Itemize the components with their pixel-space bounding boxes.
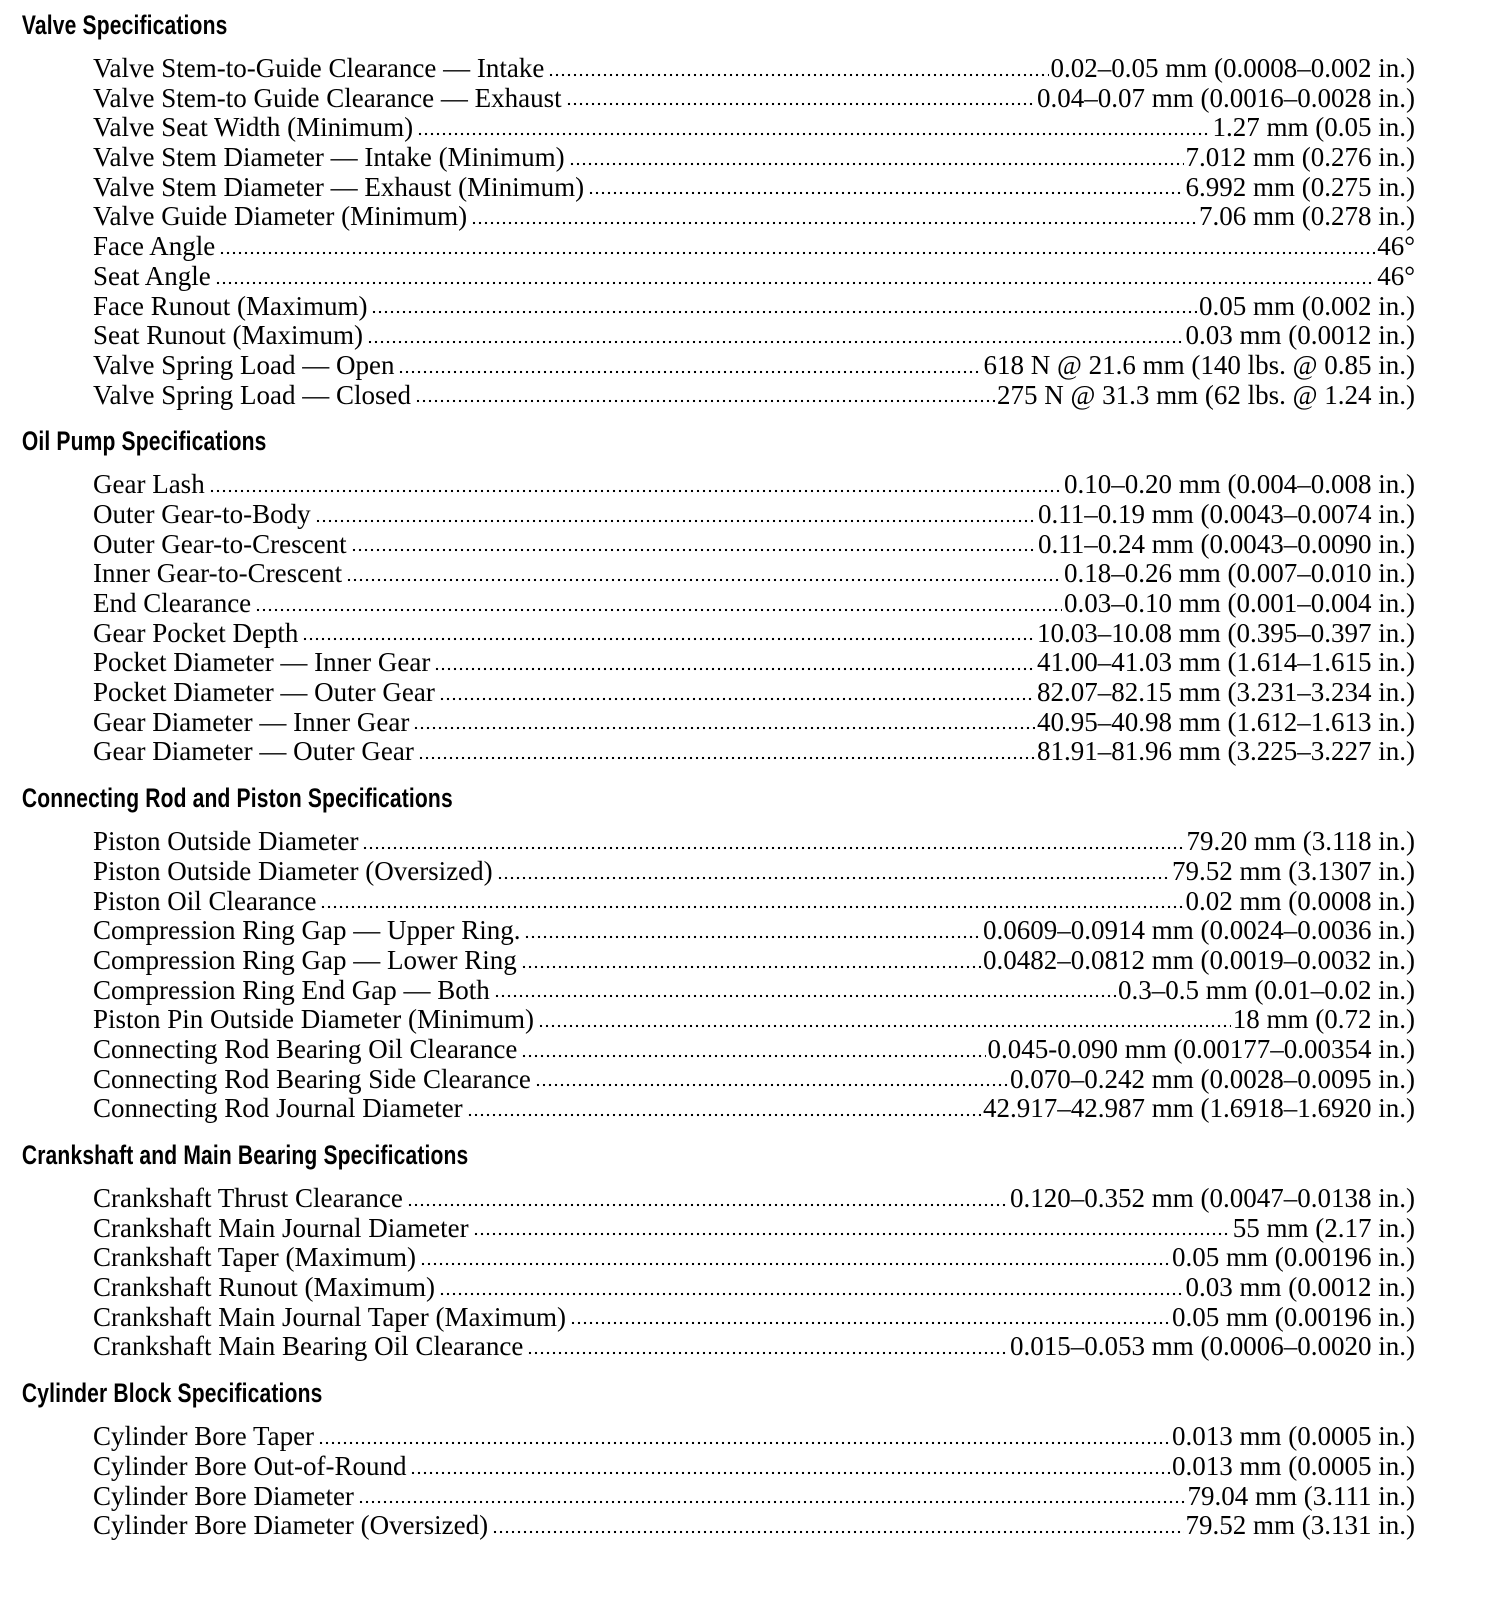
spec-label: Compression Ring Gap — Upper Ring. bbox=[93, 915, 521, 946]
dot-leader bbox=[346, 578, 1062, 582]
spec-value: 0.05 mm (0.00196 in.) bbox=[1172, 1242, 1415, 1273]
spec-row bbox=[93, 1184, 1415, 1214]
spec-row bbox=[93, 1005, 1415, 1035]
spec-row bbox=[93, 1094, 1415, 1124]
spec-value: 0.070–0.242 mm (0.0028–0.0095 in.) bbox=[1010, 1063, 1415, 1094]
dot-leader bbox=[439, 1292, 1184, 1296]
dot-leader bbox=[302, 637, 1035, 641]
spec-row bbox=[93, 589, 1415, 619]
spec-label: Valve Spring Load — Closed bbox=[93, 379, 411, 410]
spec-value: 1.27 mm (0.05 in.) bbox=[1212, 112, 1415, 143]
spec-row bbox=[93, 202, 1415, 232]
section-heading: Oil Pump Specifications bbox=[21, 426, 267, 457]
spec-value: 0.05 mm (0.002 in.) bbox=[1199, 290, 1415, 321]
dot-leader bbox=[371, 310, 1197, 314]
spec-row bbox=[93, 678, 1415, 708]
dot-leader bbox=[351, 548, 1036, 552]
spec-row bbox=[93, 1422, 1415, 1452]
spec-label: Gear Pocket Depth bbox=[93, 617, 299, 648]
spec-label: Connecting Rod Bearing Side Clearance bbox=[93, 1063, 531, 1094]
spec-value: 55 mm (2.17 in.) bbox=[1232, 1212, 1415, 1243]
dot-leader bbox=[215, 281, 1375, 285]
spec-document bbox=[0, 4, 1504, 1551]
dot-leader bbox=[407, 1203, 1008, 1207]
spec-label: Piston Outside Diameter bbox=[93, 826, 359, 857]
spec-row bbox=[93, 887, 1415, 917]
section-heading: Connecting Rod and Piston Specifications bbox=[21, 783, 453, 814]
section-heading: Cylinder Block Specifications bbox=[21, 1378, 323, 1409]
spec-value: 0.013 mm (0.0005 in.) bbox=[1172, 1450, 1415, 1481]
spec-row bbox=[93, 737, 1415, 767]
dot-leader bbox=[527, 1351, 1008, 1355]
dot-leader bbox=[521, 1054, 985, 1058]
spec-label: Piston Outside Diameter (Oversized) bbox=[93, 855, 493, 886]
spec-section bbox=[0, 1134, 1504, 1362]
dot-leader bbox=[255, 608, 1062, 612]
spec-row bbox=[93, 381, 1415, 411]
dot-leader bbox=[521, 965, 981, 969]
spec-label: Valve Stem Diameter — Exhaust (Minimum) bbox=[93, 171, 585, 202]
spec-label: Piston Pin Outside Diameter (Minimum) bbox=[93, 1004, 534, 1035]
dot-leader bbox=[434, 667, 1035, 671]
spec-value: 0.015–0.053 mm (0.0006–0.0020 in.) bbox=[1010, 1331, 1415, 1362]
dot-leader bbox=[535, 1083, 1008, 1087]
dot-leader bbox=[415, 399, 995, 403]
spec-row bbox=[93, 857, 1415, 887]
dot-leader bbox=[538, 1024, 1231, 1028]
spec-label: Connecting Rod Journal Diameter bbox=[93, 1093, 463, 1124]
spec-label: Gear Diameter — Outer Gear bbox=[93, 736, 414, 767]
spec-value: 0.013 mm (0.0005 in.) bbox=[1172, 1421, 1415, 1452]
spec-label: Seat Angle bbox=[93, 260, 211, 291]
dot-leader bbox=[467, 1113, 981, 1117]
dot-leader bbox=[209, 489, 1062, 493]
dot-leader bbox=[418, 756, 1035, 760]
spec-label: Piston Oil Clearance bbox=[93, 885, 317, 916]
spec-value: 41.00–41.03 mm (1.614–1.615 in.) bbox=[1037, 647, 1415, 678]
spec-label: Valve Stem-to Guide Clearance — Exhaust bbox=[93, 82, 562, 113]
spec-row bbox=[93, 827, 1415, 857]
spec-row bbox=[93, 559, 1415, 589]
spec-value: 0.11–0.19 mm (0.0043–0.0074 in.) bbox=[1038, 498, 1415, 529]
spec-value: 81.91–81.96 mm (3.225–3.227 in.) bbox=[1037, 736, 1415, 767]
spec-row bbox=[93, 708, 1415, 738]
spec-value: 0.18–0.26 mm (0.007–0.010 in.) bbox=[1064, 558, 1415, 589]
spec-row bbox=[93, 1035, 1415, 1065]
spec-label: Valve Spring Load — Open bbox=[93, 349, 395, 380]
spec-row bbox=[93, 1332, 1415, 1362]
spec-value: 42.917–42.987 mm (1.6918–1.6920 in.) bbox=[983, 1093, 1415, 1124]
spec-row bbox=[93, 1511, 1415, 1541]
spec-label: Valve Seat Width (Minimum) bbox=[93, 112, 414, 143]
spec-value: 0.03 mm (0.0012 in.) bbox=[1185, 1272, 1415, 1303]
spec-label: Crankshaft Runout (Maximum) bbox=[93, 1272, 435, 1303]
spec-row bbox=[93, 1243, 1415, 1273]
spec-value: 46° bbox=[1377, 231, 1415, 262]
spec-row bbox=[93, 173, 1415, 203]
spec-value: 79.52 mm (3.131 in.) bbox=[1185, 1510, 1415, 1541]
spec-label: Outer Gear-to-Body bbox=[93, 498, 311, 529]
spec-label: Compression Ring Gap — Lower Ring bbox=[93, 944, 517, 975]
spec-row bbox=[93, 262, 1415, 292]
spec-section bbox=[0, 4, 1504, 410]
spec-value: 79.04 mm (3.111 in.) bbox=[1187, 1480, 1415, 1511]
spec-label: End Clearance bbox=[93, 588, 252, 618]
dot-leader bbox=[473, 1232, 1231, 1236]
spec-label: Crankshaft Main Bearing Oil Clearance bbox=[93, 1331, 524, 1362]
dot-leader bbox=[219, 251, 1375, 255]
spec-label: Pocket Diameter — Outer Gear bbox=[93, 677, 435, 708]
dot-leader bbox=[315, 519, 1036, 523]
spec-label: Valve Stem-to-Guide Clearance — Intake bbox=[93, 53, 545, 83]
spec-value: 7.06 mm (0.278 in.) bbox=[1199, 201, 1415, 232]
spec-label: Connecting Rod Bearing Oil Clearance bbox=[93, 1033, 518, 1064]
spec-row bbox=[93, 648, 1415, 678]
spec-label: Cylinder Bore Diameter (Oversized) bbox=[93, 1510, 489, 1541]
spec-value: 0.02–0.05 mm (0.0008–0.002 in.) bbox=[1050, 53, 1415, 83]
spec-value: 0.3–0.5 mm (0.01–0.02 in.) bbox=[1118, 974, 1415, 1005]
spec-row bbox=[93, 1482, 1415, 1512]
spec-row bbox=[93, 143, 1415, 173]
spec-value: 0.05 mm (0.00196 in.) bbox=[1172, 1301, 1415, 1332]
spec-value: 0.10–0.20 mm (0.004–0.008 in.) bbox=[1064, 469, 1415, 500]
spec-row bbox=[93, 530, 1415, 560]
spec-row bbox=[93, 351, 1415, 381]
spec-value: 6.992 mm (0.275 in.) bbox=[1185, 171, 1415, 202]
spec-row bbox=[93, 84, 1415, 114]
spec-row bbox=[93, 232, 1415, 262]
dot-leader bbox=[494, 994, 1116, 998]
spec-value: 79.20 mm (3.118 in.) bbox=[1186, 826, 1415, 857]
spec-value: 0.04–0.07 mm (0.0016–0.0028 in.) bbox=[1037, 82, 1415, 113]
spec-label: Cylinder Bore Diameter bbox=[93, 1480, 354, 1511]
dot-leader bbox=[497, 876, 1170, 880]
spec-label: Cylinder Bore Taper bbox=[93, 1421, 315, 1452]
dot-leader bbox=[588, 191, 1183, 195]
spec-row bbox=[93, 500, 1415, 530]
spec-row bbox=[93, 1065, 1415, 1095]
dot-leader bbox=[492, 1530, 1183, 1534]
spec-label: Face Runout (Maximum) bbox=[93, 290, 368, 321]
spec-row bbox=[93, 54, 1415, 84]
spec-label: Seat Runout (Maximum) bbox=[93, 320, 363, 351]
spec-row bbox=[93, 916, 1415, 946]
spec-value: 0.0482–0.0812 mm (0.0019–0.0032 in.) bbox=[983, 944, 1415, 975]
dot-leader bbox=[410, 1471, 1170, 1475]
spec-label: Compression Ring End Gap — Both bbox=[93, 974, 490, 1005]
spec-row bbox=[93, 470, 1415, 500]
spec-row bbox=[93, 1273, 1415, 1303]
dot-leader bbox=[318, 1441, 1170, 1445]
section-heading: Valve Specifications bbox=[21, 10, 228, 40]
dot-leader bbox=[417, 132, 1210, 136]
spec-label: Valve Stem Diameter — Intake (Minimum) bbox=[93, 142, 565, 173]
spec-label: Pocket Diameter — Inner Gear bbox=[93, 647, 431, 678]
spec-section bbox=[0, 1372, 1504, 1541]
dot-leader bbox=[420, 1262, 1170, 1266]
spec-value: 0.045-0.090 mm (0.00177–0.00354 in.) bbox=[987, 1033, 1415, 1064]
spec-row bbox=[93, 946, 1415, 976]
spec-value: 0.03 mm (0.0012 in.) bbox=[1185, 320, 1415, 351]
dot-leader bbox=[320, 905, 1183, 909]
spec-label: Crankshaft Main Journal Diameter bbox=[93, 1212, 469, 1243]
spec-row bbox=[93, 1214, 1415, 1244]
dot-leader bbox=[358, 1500, 1186, 1504]
dot-leader bbox=[413, 726, 1035, 730]
spec-label: Cylinder Bore Out-of-Round bbox=[93, 1450, 407, 1481]
spec-label: Crankshaft Taper (Maximum) bbox=[93, 1242, 417, 1273]
spec-value: 0.11–0.24 mm (0.0043–0.0090 in.) bbox=[1038, 528, 1415, 559]
spec-value: 82.07–82.15 mm (3.231–3.234 in.) bbox=[1037, 677, 1415, 708]
spec-label: Outer Gear-to-Crescent bbox=[93, 528, 347, 559]
spec-value: 79.52 mm (3.1307 in.) bbox=[1172, 855, 1415, 886]
spec-value: 618 N @ 21.6 mm (140 lbs. @ 0.85 in.) bbox=[983, 349, 1415, 380]
spec-value: 18 mm (0.72 in.) bbox=[1232, 1004, 1415, 1035]
spec-value: 40.95–40.98 mm (1.612–1.613 in.) bbox=[1037, 706, 1415, 737]
spec-value: 0.02 mm (0.0008 in.) bbox=[1185, 885, 1415, 916]
spec-value: 0.120–0.352 mm (0.0047–0.0138 in.) bbox=[1010, 1183, 1415, 1213]
spec-label: Crankshaft Thrust Clearance bbox=[93, 1183, 403, 1213]
spec-value: 10.03–10.08 mm (0.395–0.397 in.) bbox=[1037, 617, 1415, 648]
dot-leader bbox=[570, 1321, 1170, 1325]
spec-row bbox=[93, 976, 1415, 1006]
spec-row bbox=[93, 1452, 1415, 1482]
spec-section bbox=[0, 420, 1504, 767]
section-heading: Crankshaft and Main Bearing Specifications bbox=[21, 1140, 469, 1170]
spec-label: Gear Diameter — Inner Gear bbox=[93, 706, 410, 737]
spec-value: 275 N @ 31.3 mm (62 lbs. @ 1.24 in.) bbox=[997, 379, 1415, 410]
dot-leader bbox=[566, 102, 1035, 106]
dot-leader bbox=[569, 162, 1184, 166]
dot-leader bbox=[471, 221, 1197, 225]
spec-label: Gear Lash bbox=[93, 469, 205, 500]
spec-row bbox=[93, 1303, 1415, 1333]
spec-row bbox=[93, 113, 1415, 143]
spec-label: Crankshaft Main Journal Taper (Maximum) bbox=[93, 1301, 567, 1332]
spec-label: Inner Gear-to-Crescent bbox=[93, 558, 343, 589]
dot-leader bbox=[362, 846, 1184, 850]
spec-label: Face Angle bbox=[93, 231, 216, 262]
spec-row bbox=[93, 321, 1415, 351]
spec-value: 46° bbox=[1377, 260, 1415, 291]
spec-row bbox=[93, 619, 1415, 649]
dot-leader bbox=[524, 935, 981, 939]
dot-leader bbox=[367, 340, 1184, 344]
spec-value: 0.03–0.10 mm (0.001–0.004 in.) bbox=[1064, 588, 1415, 618]
spec-label: Valve Guide Diameter (Minimum) bbox=[93, 201, 468, 232]
spec-row bbox=[93, 292, 1415, 322]
spec-value: 7.012 mm (0.276 in.) bbox=[1185, 142, 1415, 173]
dot-leader bbox=[548, 73, 1048, 77]
spec-section bbox=[0, 777, 1504, 1124]
dot-leader bbox=[398, 370, 981, 374]
spec-value: 0.0609–0.0914 mm (0.0024–0.0036 in.) bbox=[983, 915, 1415, 946]
dot-leader bbox=[439, 697, 1035, 701]
